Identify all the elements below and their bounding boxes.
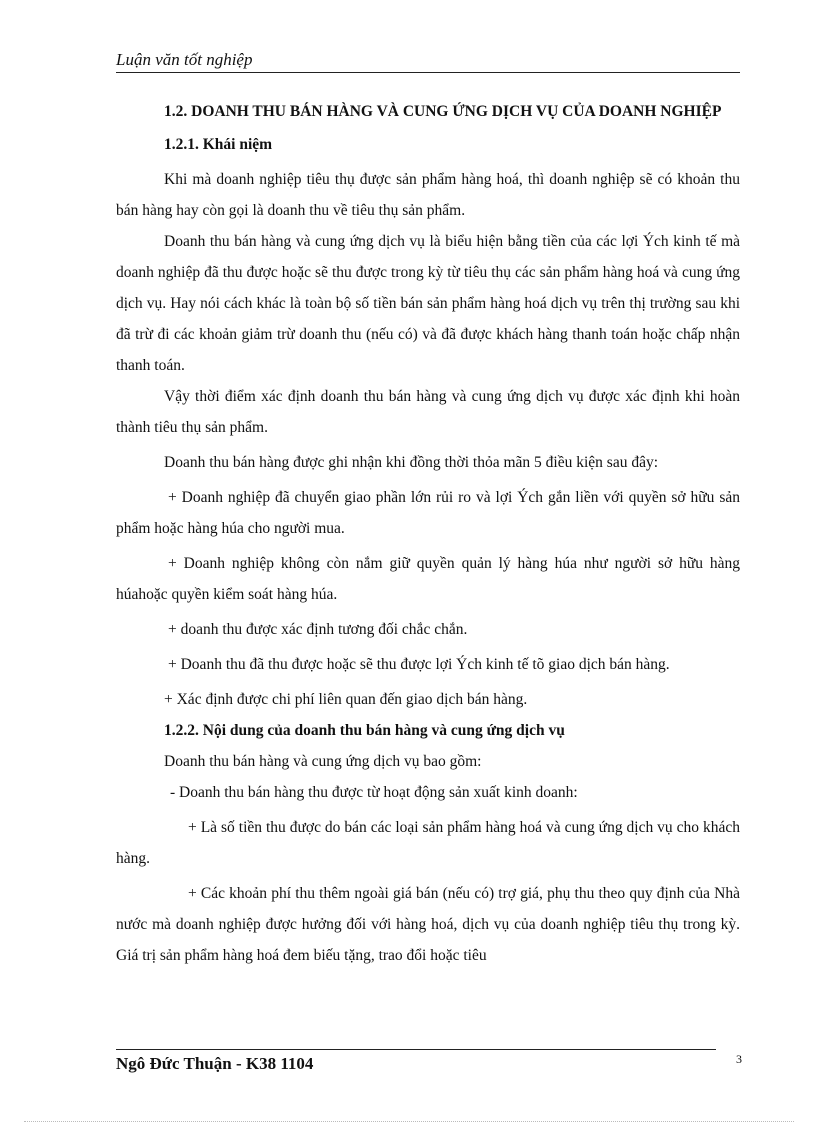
running-header: Luận văn tốt nghiệp xyxy=(116,50,740,73)
paragraph-1: Khi mà doanh nghiệp tiêu thụ được sản phẩm hàng hoá, thì doanh nghiệp sẽ có khoản thu bán hàng hay còn gọi là doanh thu về tiêu thụ sản phẩm. xyxy=(116,171,740,219)
condition-5: + Xác định được chi phí liên quan đến giao dịch bán hàng. xyxy=(164,691,528,708)
paragraph-8: + Các khoản phí thu thêm ngoài giá bán (nếu có) trợ giá, phụ thu theo quy định của Nhà nước mà doanh nghiệp được hưởng đối với hàng hoá, dịch vụ của doanh nghiệp tiêu thụ trong kỳ. Giá trị sản phẩm hàng hoá đem biếu tặng, trao đổi hoặc tiêu xyxy=(116,885,740,964)
paragraph-6: - Doanh thu bán hàng thu được từ hoạt động sản xuất kinh doanh: xyxy=(170,784,578,801)
paragraph-4: Doanh thu bán hàng được ghi nhận khi đồng thời thỏa mãn 5 điều kiện sau đây: xyxy=(164,454,659,471)
subsection-heading-1: 1.2.1. Khái niệm xyxy=(164,136,273,153)
paragraph-3: Vậy thời điểm xác định doanh thu bán hàng và cung ứng dịch vụ được xác định khi hoàn thành tiêu thụ sản phẩm. xyxy=(116,388,740,436)
footer-author: Ngô Đức Thuận - K38 1104 xyxy=(116,1054,314,1073)
document-body xyxy=(116,96,740,971)
paragraph-7: + Là số tiền thu được do bán các loại sản phẩm hàng hoá và cung ứng dịch vụ cho khách hàng. xyxy=(116,819,740,867)
condition-2: + Doanh nghiệp không còn nắm giữ quyền quản lý hàng húa như người sở hữu hàng húahoặc quyền kiểm soát hàng húa. xyxy=(116,555,740,603)
paragraph-5: Doanh thu bán hàng và cung ứng dịch vụ bao gồm: xyxy=(164,753,482,770)
page-number: 3 xyxy=(736,1052,742,1066)
condition-1: + Doanh nghiệp đã chuyển giao phần lớn rủi ro và lợi Ých gắn liền với quyền sở hữu sản phẩm hoặc hàng húa cho người mua. xyxy=(116,489,740,537)
condition-4: + Doanh thu đã thu được hoặc sẽ thu được lợi Ých kinh tế tõ giao dịch bán hàng. xyxy=(168,656,670,673)
subsection-heading-2: 1.2.2. Nội dung của doanh thu bán hàng và cung ứng dịch vụ xyxy=(164,722,565,739)
condition-3: + doanh thu được xác định tương đối chắc chắn. xyxy=(168,621,468,638)
paragraph-2: Doanh thu bán hàng và cung ứng dịch vụ là biểu hiện bằng tiền của các lợi Ých kinh tế mà doanh nghiệp đã thu được hoặc sẽ thu được trong kỳ từ tiêu thụ các sản phẩm hàng hoá và cung ứng dịch vụ. Hay nói cách khác là toàn bộ số tiền bán sản phẩm hàng hoá dịch vụ trên thị trường sau khi đã trừ đi các khoản giảm trừ doanh thu (nếu có) và đã được khách hàng thanh toán hoặc chấp nhận thanh toán. xyxy=(116,233,740,374)
footer-rule xyxy=(116,1049,716,1050)
section-heading: 1.2. DOANH THU BÁN HÀNG VÀ CUNG ỨNG DỊCH VỤ CỦA DOANH NGHIỆP xyxy=(164,103,722,120)
page-edge xyxy=(24,1121,794,1122)
